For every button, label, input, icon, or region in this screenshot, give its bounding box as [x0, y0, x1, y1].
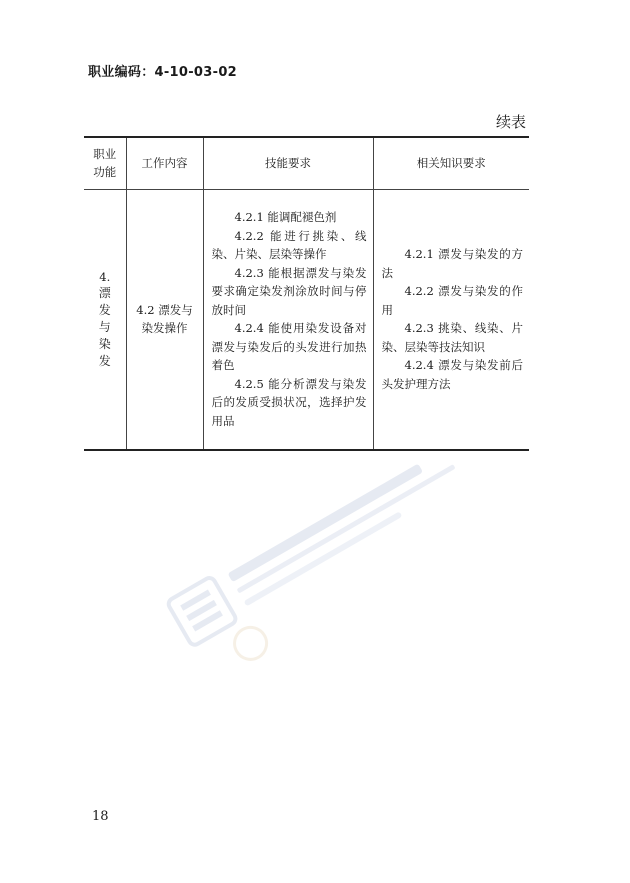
knowledge-item: 4.2.2 漂发与染发的作用: [381, 284, 523, 317]
work-content-cell: 4.2 漂发与染发操作: [126, 189, 203, 450]
knowledge-item: 4.2.4 漂发与染发前后头发护理方法: [381, 358, 523, 391]
table-row: [84, 189, 529, 450]
column-header-function: 职业功能: [84, 137, 126, 189]
skill-item: 4.2.2 能进行挑染、线染、片染、层染等操作: [211, 228, 367, 262]
table-header-row: [84, 137, 529, 189]
skill-item: 4.2.3 能根据漂发与染发要求确定染发剂涂放时间与停放时间: [211, 265, 367, 317]
page-number: 18: [92, 809, 109, 824]
continued-table-label: 续表: [495, 113, 526, 131]
function-number: 4.: [99, 269, 111, 284]
skill-requirements-cell: [203, 189, 373, 450]
knowledge-item: 4.2.1 漂发与染发的方法: [381, 247, 523, 280]
knowledge-item: 4.2.3 挑染、线染、片染、层染等技法知识: [381, 321, 523, 354]
function-cell: [84, 189, 126, 450]
skill-item: 4.2.5 能分析漂发与染发后的发质受损状况，选择护发用品: [211, 376, 367, 428]
column-header-work-content: 工作内容: [126, 137, 203, 189]
function-name: 漂发与染发: [98, 285, 111, 368]
skill-standards-table: [84, 136, 529, 451]
occupation-code: 职业编码：4-10-03-02: [88, 65, 238, 80]
skill-item: 4.2.1 能调配褪色剂: [234, 210, 337, 225]
column-header-knowledge-requirements: 相关知识要求: [373, 137, 529, 189]
knowledge-requirements-cell: [373, 189, 529, 450]
skill-item: 4.2.4 能使用染发设备对漂发与染发后的头发进行加热着色: [211, 321, 367, 373]
column-header-skill-requirements: 技能要求: [203, 137, 373, 189]
